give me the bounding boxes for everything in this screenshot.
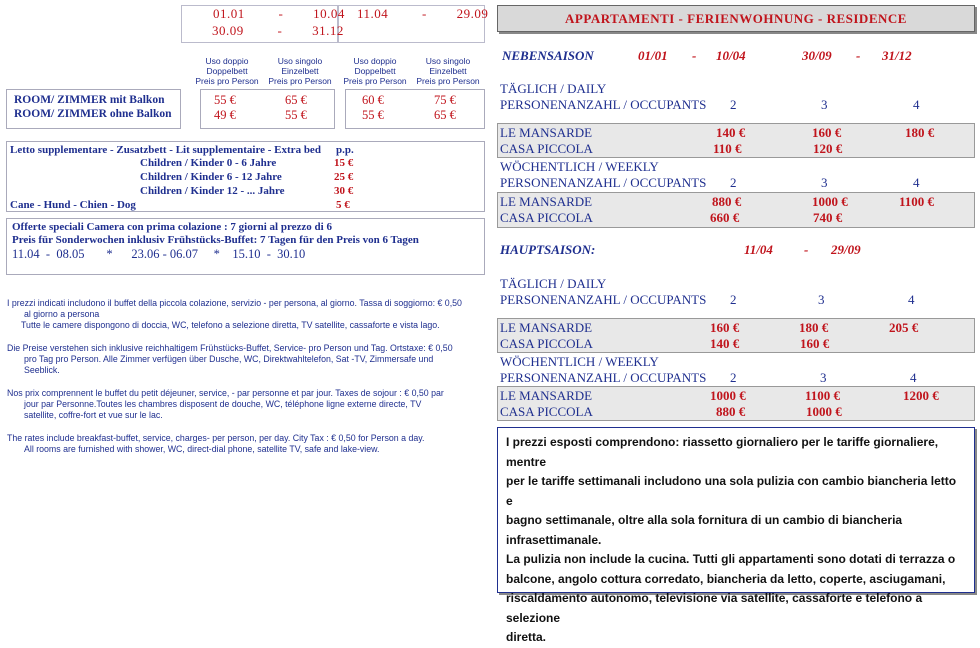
occupants-count: 2 (730, 292, 737, 307)
note-french (7, 388, 485, 421)
weekly-label: WÖCHENTLICH / WEEKLY (500, 159, 659, 174)
apartment-price: 1200 € (903, 388, 939, 403)
usage-line: Doppelbett (354, 66, 396, 76)
occupants-count: 3 (820, 370, 827, 385)
child-label: Children / Kinder 6 - 12 Jahre (140, 171, 282, 183)
apartment-price: 740 € (813, 210, 843, 225)
offer-line-1: Offerte speciali Camera con prima colazione : 7 giorni al prezzo di 6 (12, 221, 332, 233)
usage-line: Uso singolo (425, 56, 471, 66)
apartment-price: 660 € (710, 210, 740, 225)
season-dash: - (856, 48, 861, 63)
info-line: I prezzi esposti comprendono: riassetto giornaliero per le tariffe giornaliere, mentre (506, 435, 939, 469)
daily-label: TÄGLICH / DAILY (500, 276, 607, 291)
info-line: infrasettimanale. (506, 532, 602, 547)
info-line: diretta. (506, 630, 547, 644)
info-line: bagno settimanale, oltre alla sola fornitura di un cambio di biancheria (506, 513, 903, 527)
mansarde-label: LE MANSARDE (500, 194, 593, 209)
date-dash: - (422, 6, 427, 21)
usage-line: Preis pro Person (195, 76, 259, 86)
usage-line: Preis pro Person (343, 76, 407, 86)
room-label: ROOM/ ZIMMER ohne Balkon (14, 108, 172, 120)
apartment-price: 160 € (812, 125, 842, 140)
occupants-label: PERSONENANZAHL / OCCUPANTS (500, 370, 707, 385)
extras-header (10, 144, 321, 156)
room-price: 65 € (434, 108, 456, 122)
piccola-label: CASA PICCOLA (500, 404, 593, 419)
child-price: 15 € (334, 157, 354, 169)
note-german (7, 343, 485, 376)
room-price: 55 € (362, 108, 384, 122)
season-dash: - (692, 48, 697, 63)
info-line: La pulizia non include la cucina. Tutti gli appartamenti sono dotati di terrazza o (506, 552, 956, 566)
child-price: 25 € (334, 171, 354, 183)
room-price: 65 € (285, 93, 307, 107)
occupants-count: 4 (913, 97, 920, 112)
room-price: 60 € (362, 93, 384, 107)
occupants-count: 3 (821, 175, 828, 190)
note-line: jour par Personne.Toutes les chambres disposent de douche, WC, téléphone ligne externe directe, TV (24, 399, 422, 409)
daily-label: TÄGLICH / DAILY (500, 81, 607, 96)
season-dash: - (804, 242, 809, 257)
apartment-price: 205 € (889, 320, 919, 335)
note-line: Tutte le camere dispongono di doccia, WC, telefono a selezione diretta, TV satellite, cassaforte e vista lago. (21, 320, 440, 330)
occupants-count: 2 (730, 370, 737, 385)
occupants-count: 2 (730, 175, 737, 190)
room-label: ROOM/ ZIMMER mit Balkon (14, 94, 165, 106)
apartment-price: 1100 € (805, 388, 841, 403)
dog-price: 5 € (336, 199, 350, 211)
usage-header (335, 56, 415, 86)
usage-header (408, 56, 488, 86)
note-line: I prezzi indicati includono il buffet della piccola colazione, servizio - per persona, al giorno. Tassa di soggiorno: € 0,50 (7, 298, 462, 308)
apartment-price: 140 € (710, 336, 740, 351)
date-row-1 (213, 6, 345, 22)
apartment-price: 160 € (710, 320, 740, 335)
usage-line: Uso singolo (277, 56, 323, 66)
info-line: riscaldamento autonomo, televisione via satellite, cassaforte e telefono a selezione (506, 591, 923, 625)
room-price: 75 € (434, 93, 456, 107)
usage-header (187, 56, 267, 86)
dog-label: Cane - Hund - Chien - Dog (10, 199, 136, 211)
info-line: per le tariffe settimanali includono una sola pulizia con cambio biancheria letto e (506, 474, 957, 508)
mansarde-label: LE MANSARDE (500, 320, 593, 335)
note-italian (7, 298, 485, 331)
mansarde-label: LE MANSARDE (500, 125, 593, 140)
extras-header-text: Letto supplementare - Zusatzbett - Lit supplementaire - Extra bed (10, 144, 321, 156)
season-date: 31/12 (882, 48, 912, 63)
apartment-price: 140 € (716, 125, 746, 140)
note-line: satellite, coffre-fort et vue sur le lac. (24, 410, 163, 420)
usage-line: Uso doppio (353, 56, 397, 66)
occupants-count: 4 (913, 175, 920, 190)
occupants-label: PERSONENANZAHL / OCCUPANTS (500, 292, 707, 307)
note-line: Nos prix comprennent le buffet du petit déjeuner, service, - par personne et par jour. Taxes de sojour : € 0,50 par (7, 388, 444, 398)
date-dash: - (278, 6, 284, 21)
offer-line-2: Preis für Sonderwochen inklusiv Frühstücks-Buffet: 7 Tagen für den Preis von 6 Tagen (12, 234, 419, 246)
apartment-price: 1000 € (812, 194, 848, 209)
extras-pp: p.p. (336, 144, 354, 156)
child-label: Children / Kinder 0 - 6 Jahre (140, 157, 277, 169)
room-price: 49 € (214, 108, 236, 122)
usage-line: Einzelbett (281, 66, 319, 76)
season-date: 01/01 (638, 48, 668, 63)
offer-periods: 11.04 - 08.05 * 23.06 - 06.07 * 15.10 - 30.10 (12, 247, 306, 261)
included-services-box (497, 427, 975, 644)
apartment-price: 180 € (799, 320, 829, 335)
date-row-1b (357, 6, 488, 22)
room-price: 55 € (214, 93, 236, 107)
occupants-count: 2 (730, 97, 737, 112)
nebensaison-label: NEBENSAISON (502, 48, 594, 63)
occupants-count: 3 (821, 97, 828, 112)
apartment-price: 1000 € (710, 388, 746, 403)
child-label: Children / Kinder 12 - ... Jahre (140, 185, 285, 197)
child-price: 30 € (334, 185, 354, 197)
season-date: 10/04 (716, 48, 746, 63)
occupants-count: 3 (818, 292, 825, 307)
date: 10.04 (313, 6, 345, 21)
occupants-label: PERSONENANZAHL / OCCUPANTS (500, 175, 707, 190)
usage-header (260, 56, 340, 86)
piccola-label: CASA PICCOLA (500, 336, 593, 351)
occupants-count: 4 (910, 370, 917, 385)
apartment-price: 180 € (905, 125, 935, 140)
date: 11.04 (357, 6, 389, 21)
occupants-count: 4 (908, 292, 915, 307)
date: 31.12 (312, 23, 344, 38)
info-line: balcone, angolo cottura corredato, biancheria da letto, coperte, asciugamani, (506, 571, 946, 586)
note-line: pro Tag pro Person. Alle Zimmer verfügen über Dusche, WC, Direktwahltelefon, Sat -TV, Zimmersafe und (24, 354, 434, 364)
season-date: 30/09 (802, 48, 832, 63)
apartment-price: 160 € (800, 336, 830, 351)
date-row-2 (212, 23, 344, 39)
date: 30.09 (212, 23, 244, 38)
apartment-price: 880 € (716, 404, 746, 419)
piccola-label: CASA PICCOLA (500, 210, 593, 225)
mansarde-label: LE MANSARDE (500, 388, 593, 403)
apartment-price: 880 € (712, 194, 742, 209)
season-date: 11/04 (744, 242, 773, 257)
piccola-label: CASA PICCOLA (500, 141, 593, 156)
note-line: Seeblick. (24, 365, 60, 375)
usage-line: Preis pro Person (416, 76, 480, 86)
apartment-price: 120 € (813, 141, 843, 156)
apartment-price: 1000 € (806, 404, 842, 419)
apartment-price: 110 € (713, 141, 742, 156)
date-dash: - (277, 23, 283, 38)
usage-line: Uso doppio (205, 56, 249, 66)
note-line: All rooms are furnished with shower, WC, direct-dial phone, satellite TV, safe and lake-view. (24, 444, 380, 454)
note-english (7, 433, 485, 455)
usage-line: Doppelbett (206, 66, 248, 76)
page-title: APPARTAMENTI - FERIENWOHNUNG - RESIDENCE (497, 5, 975, 32)
date: 01.01 (213, 6, 245, 21)
apartment-price: 1100 € (899, 194, 935, 209)
occupants-label: PERSONENANZAHL / OCCUPANTS (500, 97, 707, 112)
date: 29.09 (456, 6, 489, 21)
usage-line: Preis pro Person (268, 76, 332, 86)
note-line: al giorno a persona (24, 309, 100, 319)
room-price: 55 € (285, 108, 307, 122)
usage-line: Einzelbett (429, 66, 467, 76)
season-date: 29/09 (831, 242, 861, 257)
note-line: The rates include breakfast-buffet, service, charges- per person, per day. City Tax : € 0,50 for Person a day. (7, 433, 425, 443)
weekly-label: WÖCHENTLICH / WEEKLY (500, 354, 659, 369)
note-line: Die Preise verstehen sich inklusive reichhaltigem Frühstücks-Buffet, Service- pro Person und Tag. Ortstaxe: € 0,50 (7, 343, 453, 353)
hauptsaison-label: HAUPTSAISON: (500, 242, 596, 257)
